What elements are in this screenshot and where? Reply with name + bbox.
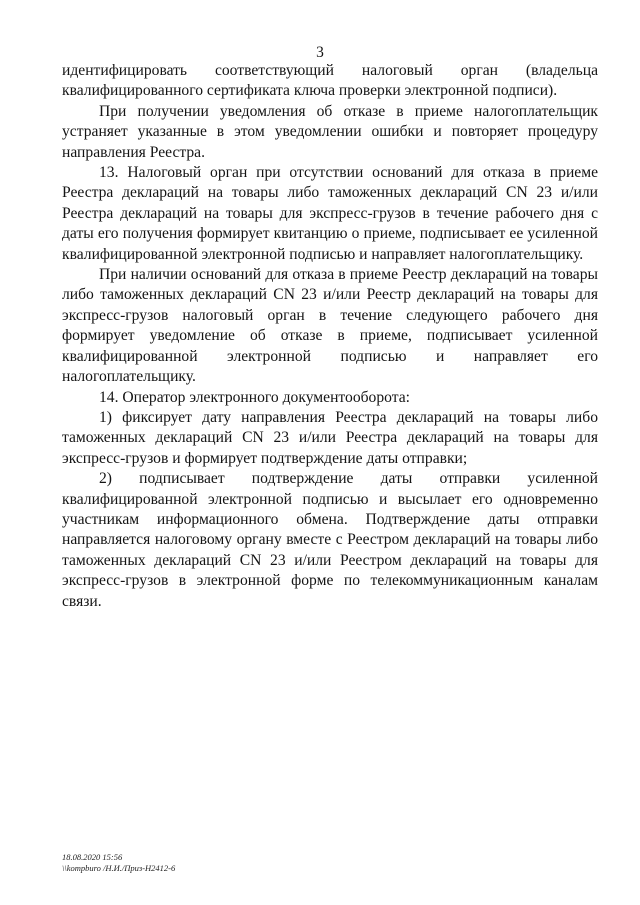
paragraph-item-13: 13. Налоговый орган при отсутствии оснований для отказа в приеме Реестра деклараций на товары либо таможенных деклараций CN 23 и/или Реестра деклараций на товары для экспресс-грузов в течение рабочего дня с даты его получения формирует квитанцию о приеме, подписывает ее усиленной квалифицированной электронной подписью и направляет налогоплательщику. (62, 164, 598, 263)
footer-file-path: \\kompburo /Н.И./Приз-Н2412-6 (62, 863, 176, 873)
paragraph-continuation: идентифицировать соответствующий налоговый орган (владельца квалифицированного сертификата ключа проверки электронной подписи). (62, 62, 598, 100)
paragraph-item-14-sub-1: 1) фиксирует дату направления Реестра деклараций на товары либо таможенных деклараций CN 23 и/или Реестра деклараций на товары для экспресс-грузов и формирует подтверждение даты отправки; (62, 408, 598, 467)
paragraph-item-14-sub-2: 2) подписывает подтверждение даты отправки усиленной квалифицированной электронной подписью и высылает его одновременно участникам информационного обмена. Подтверждение даты отправки направляется налоговому органу вместе с Реестром деклараций на товары либо таможенных деклараций CN 23 и/или Реестром деклараций на товары для экспресс-грузов в электронной форме по телекоммуникационным каналам связи. (62, 470, 598, 610)
document-body (62, 61, 598, 612)
paragraph-item-14: 14. Оператор электронного документооборота: (99, 388, 410, 406)
document-footer (62, 852, 175, 874)
page-number: 3 (316, 44, 324, 61)
footer-timestamp: 18.08.2020 15:56 (62, 852, 123, 862)
paragraph-refusal-notice: При получении уведомления об отказе в приеме налогоплательщик устраняет указанные в этом уведомлении ошибки и повторяет процедуру направления Реестра. (62, 102, 598, 161)
paragraph-refusal-grounds: При наличии оснований для отказа в приеме Реестр деклараций на товары либо таможенных деклараций CN 23 и/или Реестр деклараций на товары для экспресс-грузов налоговый орган в течение следующего рабочего дня формирует уведомление об отказе в приеме, подписывает усиленной квалифицированной электронной подписью и направляет его налогоплательщику. (62, 266, 598, 386)
